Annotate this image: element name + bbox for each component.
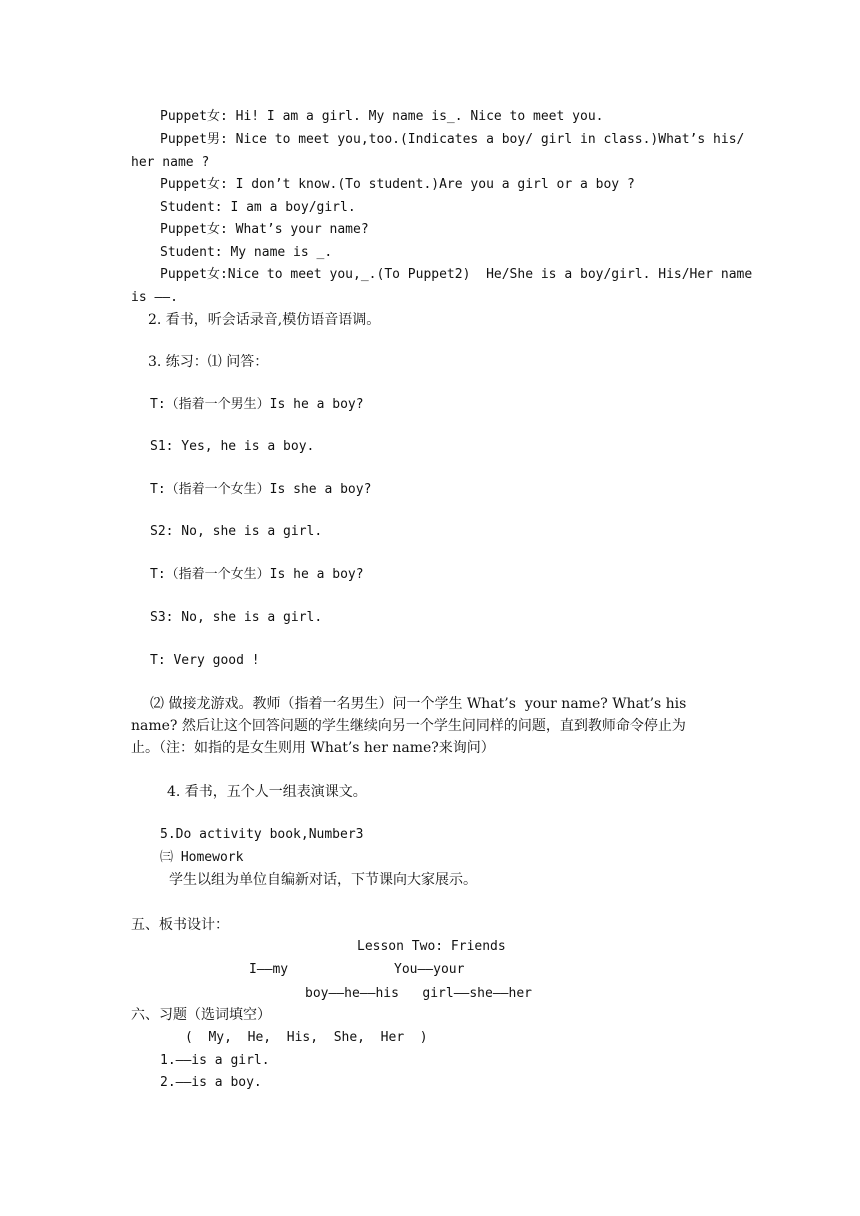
board-title: Lesson Two: Friends	[357, 939, 506, 954]
step-practice: 3. 练习：⑴ 问答：	[148, 354, 269, 370]
dialogue-line: Puppet男: Nice to meet you,too.(Indicates a boy/ girl in class.)What’s his/	[160, 132, 745, 147]
step-perform: 4. 看书，五个人一组表演课文。	[167, 784, 367, 800]
game-line: ⑵ 做接龙游戏。教师（指着一名男生）问一个学生 What’s your name? What’s his	[150, 696, 687, 712]
dialogue-line: her name ?	[131, 155, 210, 170]
game-line: name? 然后让这个回答问题的学生继续向另一个学生问同样的问题，直到教师命令停止为	[131, 718, 686, 734]
dialogue-line: Student: I am a boy/girl.	[160, 200, 356, 215]
dialogue-line: Puppet女:Nice to meet you,_.(To Puppet2) He/She is a boy/girl. His/Her name	[160, 267, 753, 282]
board-heading: 五、板书设计：	[131, 917, 229, 933]
homework-text: 学生以组为单位自编新对话，下节课向大家展示。	[169, 872, 477, 888]
qa-line: T:（指着一个女生）Is he a boy?	[150, 567, 364, 582]
qa-line: T: Very good !	[150, 653, 260, 668]
board-row-right: You——your	[394, 962, 465, 977]
step-activity: 5.Do activity book,Number3	[160, 827, 364, 842]
dialogue-line: Student: My name is _.	[160, 245, 333, 260]
qa-line: T:（指着一个女生）Is she a boy?	[150, 482, 372, 497]
dialogue-line: Puppet女: I don’t know.(To student.)Are you a girl or a boy ?	[160, 177, 635, 192]
qa-line: S3: No, she is a girl.	[150, 610, 323, 625]
dialogue-line: Puppet女: Hi! I am a girl. My name is_. Nice to meet you.	[160, 109, 604, 124]
exercise-heading: 六、习题（选词填空）	[131, 1007, 271, 1023]
exercise-options: ( My, He, His, She, Her )	[185, 1030, 428, 1045]
qa-line: S2: No, she is a girl.	[150, 524, 323, 539]
dialogue-line: Puppet女: What’s your name?	[160, 222, 369, 237]
exercise-item: 1.——is a girl.	[160, 1053, 270, 1068]
homework-title: ㈢ Homework	[160, 850, 244, 865]
qa-line: T:（指着一个男生）Is he a boy?	[150, 397, 364, 412]
board-row2: boy——he——his girl——she——her	[305, 986, 532, 1001]
exercise-item: 2.——is a boy.	[160, 1075, 262, 1090]
qa-line: S1: Yes, he is a boy.	[150, 439, 315, 454]
dialogue-line: is ——.	[131, 290, 178, 305]
board-row-left: I——my	[249, 962, 289, 977]
game-line: 止。（注：如指的是女生则用 What’s her name?来询问）	[131, 740, 495, 756]
step-listen: 2. 看书，听会话录音,模仿语音语调。	[148, 312, 381, 328]
